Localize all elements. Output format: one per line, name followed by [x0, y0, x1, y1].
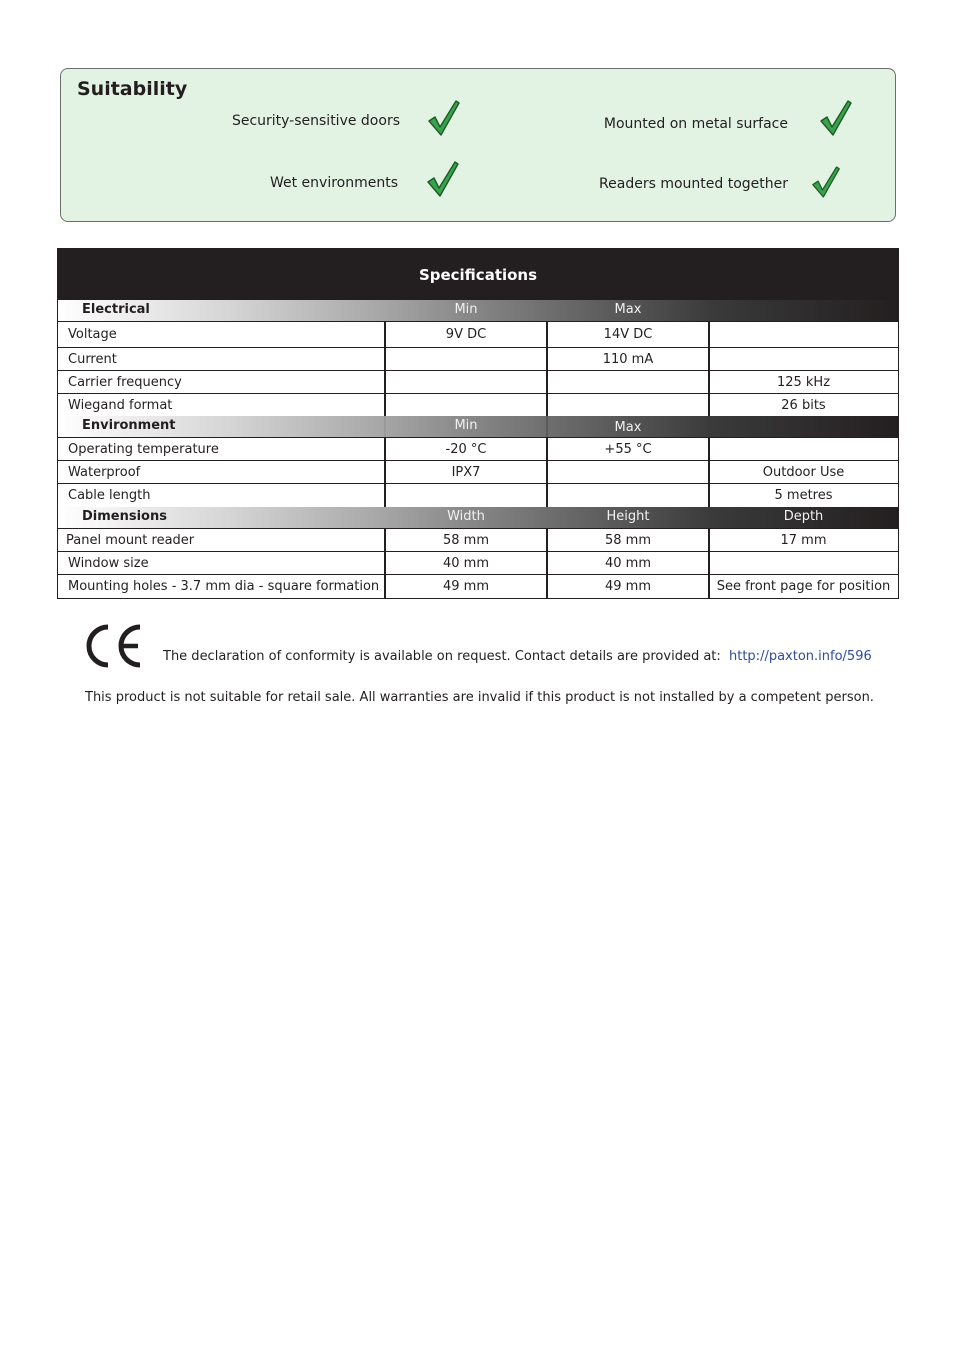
- environment-section-header: [58, 416, 898, 437]
- column-divider: [384, 321, 386, 416]
- column-divider: [708, 437, 710, 507]
- other-value: 125 kHz: [776, 374, 831, 390]
- max-value: 14V DC: [603, 327, 653, 342]
- row-label: Panel mount reader: [66, 532, 195, 548]
- column-divider: [546, 437, 548, 507]
- other-value: Outdoor Use: [762, 464, 845, 480]
- other-value: [709, 438, 898, 460]
- column-divider: [546, 528, 548, 598]
- column-divider: [708, 416, 710, 437]
- other-value: [709, 322, 898, 347]
- specifications-title: Specifications: [58, 249, 898, 300]
- row-label: Operating temperature: [68, 441, 219, 457]
- max-value: [547, 461, 709, 483]
- column-header-depth: Depth: [783, 509, 824, 524]
- column-header-height: Height: [606, 509, 650, 524]
- checkmark-icon: [811, 165, 841, 199]
- height-value: 40 mm: [604, 555, 651, 571]
- table-row: [58, 321, 898, 347]
- row-label: Waterproof: [68, 464, 141, 480]
- suitability-item-label: Wet environments: [269, 175, 398, 191]
- table-row: [58, 551, 898, 574]
- column-header-max: Max: [614, 420, 642, 435]
- column-header-max: Max: [614, 302, 642, 317]
- checkmark-icon: [819, 99, 853, 137]
- column-divider: [708, 321, 710, 416]
- conformity-link[interactable]: http://paxton.info/596: [729, 649, 872, 664]
- table-row: [58, 460, 898, 483]
- min-value: [385, 484, 547, 506]
- width-value: 49 mm: [442, 578, 489, 594]
- specifications-table: [57, 248, 899, 599]
- table-row: [58, 370, 898, 393]
- column-divider: [384, 528, 386, 598]
- height-value: 58 mm: [604, 532, 651, 548]
- row-label: Voltage: [68, 327, 117, 342]
- other-value: [709, 348, 898, 370]
- depth-value: 17 mm: [780, 532, 827, 548]
- retail-notice: This product is not suitable for retail sale. All warranties are invalid if this product is not installed by a competent person.: [85, 690, 874, 705]
- row-label: Carrier frequency: [68, 374, 182, 390]
- ce-mark-icon: [86, 624, 144, 668]
- min-value: [385, 348, 547, 370]
- row-label: Wiegand format: [68, 397, 173, 413]
- min-value: -20 °C: [445, 441, 487, 457]
- min-value: IPX7: [451, 464, 481, 480]
- row-label: Mounting holes - 3.7 mm dia - square formation: [68, 578, 380, 594]
- max-value: 110 mA: [602, 351, 654, 367]
- max-value: +55 °C: [604, 441, 652, 457]
- row-label: Current: [68, 351, 117, 367]
- min-value: [385, 394, 547, 416]
- width-value: 40 mm: [442, 555, 489, 571]
- suitability-title: Suitability: [77, 78, 188, 100]
- row-label: Cable length: [68, 487, 151, 503]
- max-value: [547, 394, 709, 416]
- table-row: [58, 347, 898, 370]
- max-value: [547, 371, 709, 393]
- table-row: [58, 393, 898, 416]
- suitability-item-label: Mounted on metal surface: [603, 116, 788, 132]
- row-label: Window size: [68, 555, 149, 571]
- table-row: [58, 528, 898, 551]
- min-value: [385, 371, 547, 393]
- max-value: [547, 484, 709, 506]
- electrical-section-header: [58, 300, 898, 321]
- column-divider: [384, 437, 386, 507]
- column-divider: [708, 528, 710, 598]
- column-header-width: Width: [447, 509, 485, 524]
- suitability-item-label: Security-sensitive doors: [231, 113, 400, 129]
- column-header-min: Min: [454, 418, 478, 433]
- column-divider: [546, 321, 548, 416]
- declaration-text: The declaration of conformity is available on request. Contact details are provided at:: [163, 649, 721, 664]
- suitability-item-label: Readers mounted together: [599, 176, 788, 192]
- section-heading: Electrical: [82, 302, 150, 317]
- section-heading: Dimensions: [82, 509, 167, 524]
- depth-value: See front page for position: [716, 578, 891, 594]
- table-row: [58, 483, 898, 506]
- height-value: 49 mm: [604, 578, 651, 594]
- table-row: [58, 437, 898, 460]
- other-value: 26 bits: [781, 397, 826, 413]
- suitability-panel: [60, 68, 896, 222]
- section-heading: Environment: [82, 418, 176, 433]
- dimensions-section-header: [58, 507, 898, 528]
- min-value: 9V DC: [445, 327, 487, 342]
- depth-value: [709, 552, 898, 574]
- ce-mark-logo: [86, 624, 144, 672]
- other-value: 5 metres: [774, 487, 833, 503]
- table-row: [58, 574, 898, 597]
- column-divider: [384, 416, 386, 437]
- width-value: 58 mm: [442, 532, 489, 548]
- column-divider: [546, 416, 548, 437]
- column-header-min: Min: [454, 302, 478, 317]
